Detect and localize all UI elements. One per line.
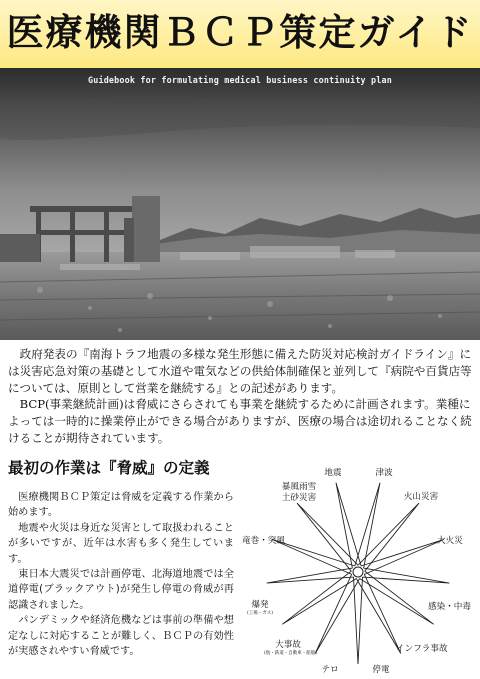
star-spoke	[358, 503, 419, 571]
disaster-ruins-photo	[0, 68, 480, 340]
section-paragraph: 東日本大震災では計画停電、北海道地震では全道停電(ブラックアウト)が発生し停電の脅威が再認識されました。	[8, 569, 234, 611]
threat-label-explosion	[242, 600, 278, 617]
threat-label-explosion-sub: (工場・ガス)	[246, 611, 273, 616]
threat-label-large-fire: 大火災	[437, 536, 463, 546]
section-paragraph: パンデミックや経済危機などは事前の準備や想定なしに対応することが難しく、ＢＣＰの有効性が実感されやすい脅威です。	[8, 615, 234, 658]
intro-paragraph-2: BCP(事業継続計画)は脅威にさらされても事業を継続するために計画されます。業種によっては一時的に操業停止ができる場合がありますが、医療の場合は途切れることなく続けることが期待されています。	[8, 397, 472, 445]
threat-label-blackout: 停電	[372, 665, 390, 675]
star-center	[353, 567, 363, 577]
star-spoke	[362, 568, 449, 583]
threat-label-accident-sub: (航・鉄道・自動車・船舶)	[264, 651, 318, 656]
threat-label-infection: 感染・中毒	[428, 602, 471, 612]
threat-star-diagram	[236, 462, 480, 679]
title-band	[0, 0, 480, 68]
page-title: 医療機関ＢＣＰ策定ガイド	[6, 11, 474, 54]
hero-photo	[0, 68, 480, 340]
section-paragraph: 地震や火災は身近な災害として取扱われることが多いですが、近年は水害も多く発生しています。	[8, 522, 234, 565]
page-subtitle: Guidebook for formulating medical business continuity plan	[87, 75, 393, 85]
threat-label-accident-main: 大事故	[275, 640, 301, 650]
threat-label-tsunami: 津波	[375, 468, 393, 478]
intro-text	[8, 346, 472, 447]
section-heading: 最初の作業は『脅威』の定義	[8, 459, 210, 477]
star-spoke	[356, 574, 401, 653]
star-spoke	[267, 568, 354, 583]
threat-label-storm-line1: 暴風雨雪	[281, 482, 317, 492]
threat-label-storm-line2: 土砂災害	[281, 493, 317, 503]
section-body	[8, 490, 234, 659]
star-spoke	[297, 503, 358, 571]
threat-label-storm	[274, 482, 324, 504]
threat-label-infrastructure: インフラ事故	[396, 644, 448, 654]
threat-label-volcano: 火山災害	[403, 492, 439, 502]
star-spoke	[315, 574, 360, 653]
threat-label-earthquake: 地震	[324, 468, 342, 478]
threat-label-tornado: 竜巻・突風	[242, 536, 285, 546]
section-paragraph: 医療機関ＢＣＰ策定は脅威を定義する作業から始めます。	[8, 492, 234, 519]
star-spoke	[361, 539, 444, 574]
threat-label-explosion-main: 爆発	[251, 600, 269, 610]
intro-paragraph-1: 政府発表の『南海トラフ地震の多様な発生形態に備えた防災対応検討ガイドライン』には災害応急対策の基礎として水道や電気などの供給体制確保と並列して『病院や百貨店等については、原則として営業を継続する』との記述があります。	[8, 347, 472, 395]
threat-label-terror: テロ	[321, 665, 339, 675]
threat-label-accident	[264, 640, 318, 657]
star-spoke	[354, 577, 363, 664]
